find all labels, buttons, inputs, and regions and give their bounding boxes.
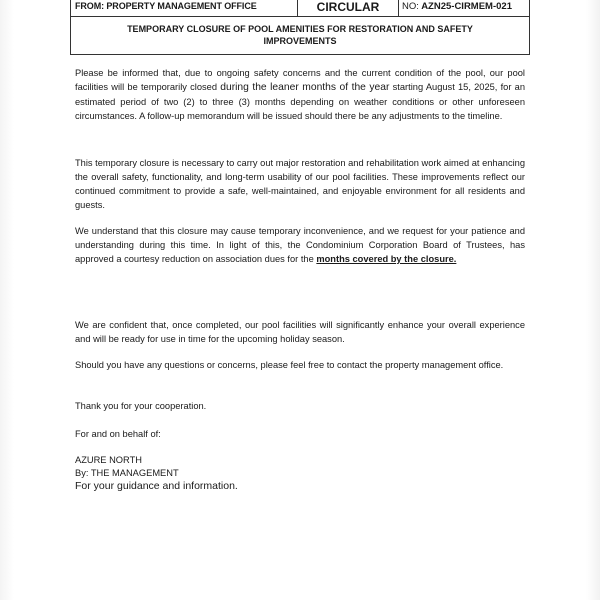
paragraph-1	[75, 66, 525, 123]
signature-block	[75, 454, 238, 493]
paragraph-6: Thank you for your cooperation.	[75, 401, 207, 411]
subject-line-2: IMPROVEMENTS	[263, 36, 337, 46]
p3-text-a: We understand that this closure may cause temporary inconvenience, and we request for your patience and understanding during this time. In light of this, the Condominium Corporation Board of Trustees, has approved a courtesy reduction on association dues for the	[75, 226, 525, 264]
paragraph-2: This temporary closure is necessary to carry out major restoration and rehabilitation work aimed at enhancing the overall safety, functionality, and long-term usability of our pool facilities. These improvements reflect our continued commitment to provide a safe, well-maintained, and enjoyable environment for all residents and guests.	[75, 158, 525, 210]
p1-text-c: starting August 15, 2025, for an estimated period of two (2) to three (3) months depending on weather conditions or other unforeseen circumstances. A follow-up memorandum will be issued should there be any adjustments to the timeline.	[75, 82, 525, 121]
paragraph-4: We are confident that, once completed, our pool facilities will significantly enhance your overall experience and will be ready for use in time for the upcoming holiday season.	[75, 320, 525, 344]
paragraph-7: For and on behalf of:	[75, 429, 161, 439]
header-row	[71, 0, 529, 17]
paragraph-3	[75, 224, 525, 266]
number-label: NO:	[402, 1, 419, 12]
subject-line-1: TEMPORARY CLOSURE OF POOL AMENITIES FOR RESTORATION AND SAFETY	[127, 24, 473, 34]
p3-text-b: months covered by the closure.	[316, 254, 457, 264]
number-value: AZN25-CIRMEM-021	[421, 1, 512, 12]
p1-text-a: Please be informed that, due to ongoing safety concerns and the current condition of the pool, our pool facilities will be temporarily closed	[75, 68, 525, 92]
p1-text-b: during the leaner months of the year	[220, 82, 390, 93]
signature-by: By: THE MANAGEMENT	[75, 467, 179, 478]
signature-guidance: For your guidance and information.	[75, 480, 238, 492]
subject-cell	[71, 17, 529, 55]
signature-org: AZURE NORTH	[75, 455, 142, 465]
doc-type-cell: CIRCULAR	[297, 0, 399, 16]
number-cell	[399, 0, 529, 16]
header-table	[70, 0, 530, 55]
from-cell: FROM: PROPERTY MANAGEMENT OFFICE	[75, 1, 257, 11]
paragraph-5: Should you have any questions or concerns, please feel free to contact the property management office.	[75, 360, 504, 370]
